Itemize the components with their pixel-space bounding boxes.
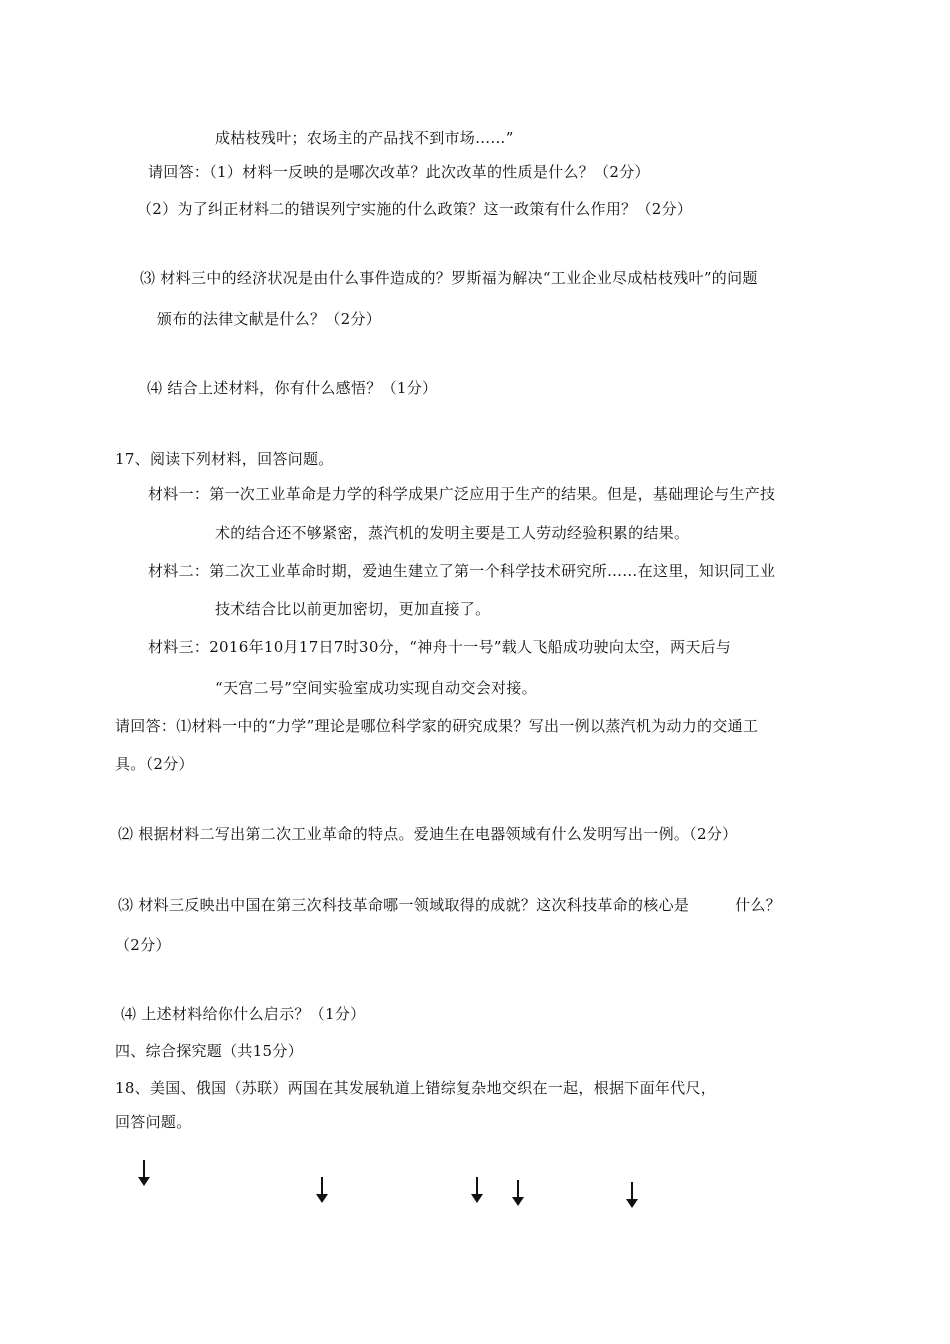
material-line: 材料一：第一次工业革命是力学的科学成果广泛应用于生产的结果。但是，基础理论与生产技 (148, 485, 776, 503)
question-heading: 18、美国、俄国（苏联）两国在其发展轨道上错综复杂地交织在一起，根据下面年代尺， (115, 1079, 717, 1097)
question-line: ⑶ 材料三中的经济状况是由什么事件造成的？罗斯福为解决“工业企业尽成枯枝残叶”的问题 (140, 269, 758, 287)
text-line: 回答问题。 (115, 1113, 192, 1131)
down-arrow-icon (471, 1177, 483, 1203)
down-arrow-icon (138, 1160, 150, 1186)
down-arrow-icon (626, 1182, 638, 1208)
material-line: “天宫二号”空间实验室成功实现自动交会对接。 (215, 679, 537, 697)
text-line: 颁布的法律文献是什么？（2分） (157, 310, 382, 328)
question-line: 请回答：⑴材料一中的“力学”理论是哪位科学家的研究成果？写出一例以蒸汽机为动力的交通工 (115, 717, 759, 735)
section-heading: 四、综合探究题（共15分） (115, 1042, 303, 1060)
question-heading: 17、阅读下列材料，回答问题。 (115, 450, 334, 468)
material-line: 材料二：第二次工业革命时期，爱迪生建立了第一个科学技术研究所……在这里，知识同工业 (148, 562, 776, 580)
down-arrow-icon (316, 1177, 328, 1203)
material-line: 术的结合还不够紧密，蒸汽机的发明主要是工人劳动经验积累的结果。 (215, 524, 690, 542)
question-line: 请回答：（1）材料一反映的是哪次改革？此次改革的性质是什么？（2分） (148, 163, 650, 181)
question-line: （2）为了纠正材料二的错误列宁实施的什么政策？这一政策有什么作用？（2分） (137, 200, 693, 218)
text-line: 具。（2分） (115, 755, 194, 773)
question-line: ⑵ 根据材料二写出第二次工业革命的特点。爱迪生在电器领域有什么发明写出一例。（2分） (118, 825, 738, 843)
text-line: （2分） (115, 936, 171, 954)
material-line: 技术结合比以前更加密切，更加直接了。 (215, 600, 491, 618)
question-line: ⑷ 结合上述材料，你有什么感悟？（1分） (147, 379, 438, 397)
question-line: ⑶ 材料三反映出中国在第三次科技革命哪一领域取得的成就？这次科技革命的核心是 什么？ (118, 896, 781, 914)
question-line: ⑷ 上述材料给你什么启示？（1分） (121, 1005, 366, 1023)
down-arrow-icon (512, 1180, 524, 1206)
text-line: 成枯枝残叶；农场主的产品找不到市场……” (215, 129, 514, 147)
material-line: 材料三：2016年10月17日7时30分，“神舟十一号”载人飞船成功驶向太空，两天后与 (148, 638, 732, 656)
